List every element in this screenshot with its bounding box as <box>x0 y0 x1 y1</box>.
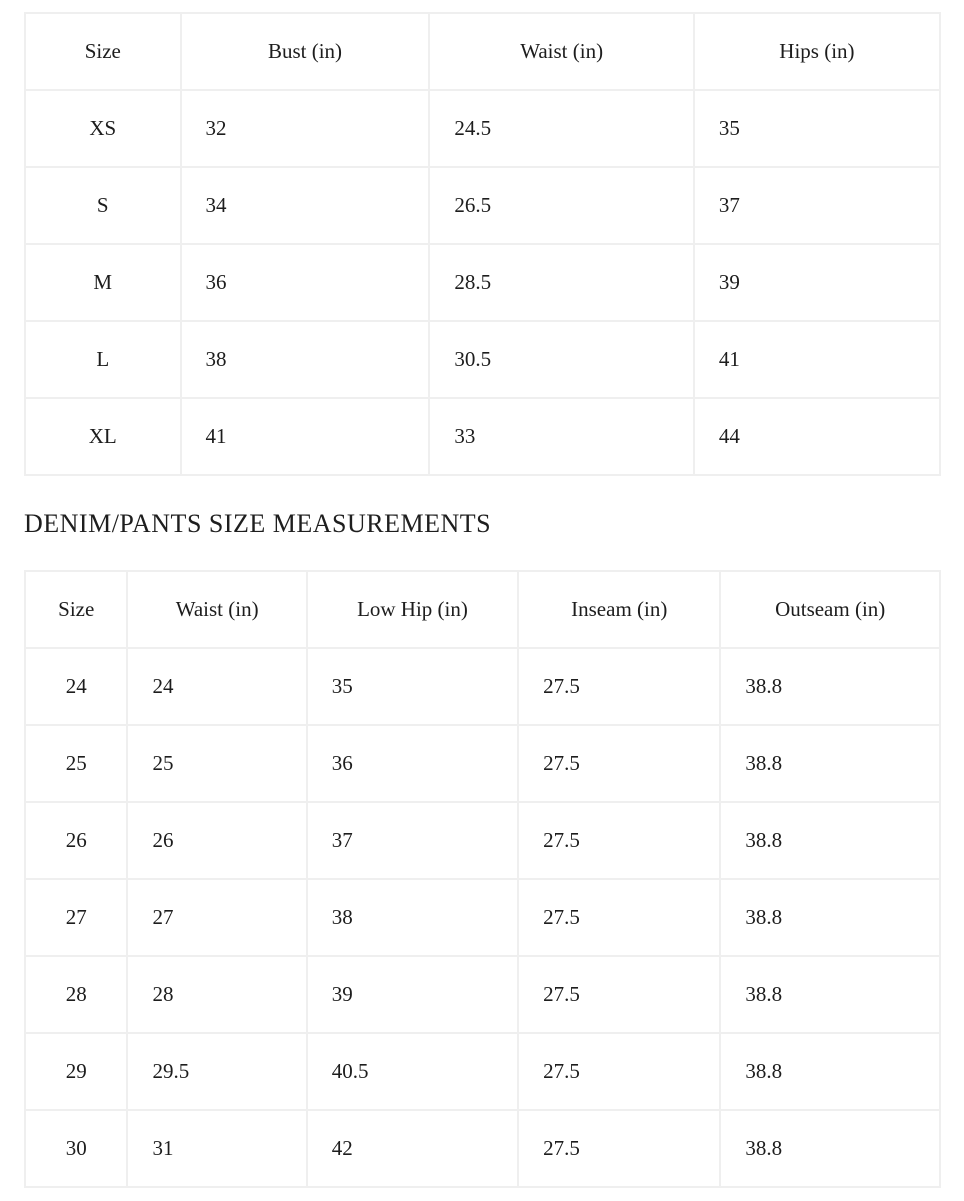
waist-cell: 31 <box>127 1110 306 1187</box>
outseam-cell: 38.8 <box>720 802 940 879</box>
waist-cell: 25 <box>127 725 306 802</box>
waist-cell: 28 <box>127 956 306 1033</box>
low-hip-cell: 38 <box>307 879 518 956</box>
outseam-cell: 38.8 <box>720 1110 940 1187</box>
denim-header-low-hip: Low Hip (in) <box>307 571 518 648</box>
hips-cell: 41 <box>694 321 940 398</box>
table-row <box>25 398 940 475</box>
size-cell: XS <box>25 90 181 167</box>
denim-header-outseam: Outseam (in) <box>720 571 940 648</box>
bust-cell: 32 <box>181 90 430 167</box>
low-hip-cell: 39 <box>307 956 518 1033</box>
size-cell: 30 <box>25 1110 127 1187</box>
outseam-cell: 38.8 <box>720 956 940 1033</box>
waist-cell: 28.5 <box>429 244 693 321</box>
denim-header-waist: Waist (in) <box>127 571 306 648</box>
tops-header-waist: Waist (in) <box>429 13 693 90</box>
outseam-cell: 38.8 <box>720 725 940 802</box>
low-hip-cell: 40.5 <box>307 1033 518 1110</box>
tops-header-row <box>25 13 940 90</box>
denim-header-inseam: Inseam (in) <box>518 571 720 648</box>
hips-cell: 37 <box>694 167 940 244</box>
bust-cell: 34 <box>181 167 430 244</box>
size-cell: M <box>25 244 181 321</box>
inseam-cell: 27.5 <box>518 1110 720 1187</box>
bust-cell: 41 <box>181 398 430 475</box>
low-hip-cell: 37 <box>307 802 518 879</box>
table-row <box>25 956 940 1033</box>
table-row <box>25 648 940 725</box>
size-cell: 25 <box>25 725 127 802</box>
tops-header-size: Size <box>25 13 181 90</box>
table-row <box>25 167 940 244</box>
bust-cell: 38 <box>181 321 430 398</box>
outseam-cell: 38.8 <box>720 879 940 956</box>
tops-header-bust: Bust (in) <box>181 13 430 90</box>
table-row <box>25 321 940 398</box>
inseam-cell: 27.5 <box>518 802 720 879</box>
waist-cell: 33 <box>429 398 693 475</box>
size-cell: 27 <box>25 879 127 956</box>
size-cell: 26 <box>25 802 127 879</box>
size-cell: 24 <box>25 648 127 725</box>
low-hip-cell: 35 <box>307 648 518 725</box>
waist-cell: 26 <box>127 802 306 879</box>
denim-header-row <box>25 571 940 648</box>
inseam-cell: 27.5 <box>518 648 720 725</box>
table-row <box>25 725 940 802</box>
waist-cell: 26.5 <box>429 167 693 244</box>
waist-cell: 29.5 <box>127 1033 306 1110</box>
size-cell: 29 <box>25 1033 127 1110</box>
inseam-cell: 27.5 <box>518 725 720 802</box>
tops-size-table <box>24 12 941 476</box>
size-cell: S <box>25 167 181 244</box>
denim-size-table <box>24 570 941 1188</box>
waist-cell: 30.5 <box>429 321 693 398</box>
size-cell: L <box>25 321 181 398</box>
outseam-cell: 38.8 <box>720 648 940 725</box>
tops-header-hips: Hips (in) <box>694 13 940 90</box>
table-row <box>25 90 940 167</box>
inseam-cell: 27.5 <box>518 1033 720 1110</box>
size-cell: XL <box>25 398 181 475</box>
low-hip-cell: 42 <box>307 1110 518 1187</box>
table-row <box>25 244 940 321</box>
denim-header-size: Size <box>25 571 127 648</box>
waist-cell: 27 <box>127 879 306 956</box>
inseam-cell: 27.5 <box>518 879 720 956</box>
hips-cell: 39 <box>694 244 940 321</box>
outseam-cell: 38.8 <box>720 1033 940 1110</box>
hips-cell: 35 <box>694 90 940 167</box>
table-row <box>25 1033 940 1110</box>
low-hip-cell: 36 <box>307 725 518 802</box>
table-row <box>25 879 940 956</box>
inseam-cell: 27.5 <box>518 956 720 1033</box>
denim-section-heading: DENIM/PANTS SIZE MEASUREMENTS <box>24 509 492 538</box>
waist-cell: 24.5 <box>429 90 693 167</box>
table-row <box>25 1110 940 1187</box>
waist-cell: 24 <box>127 648 306 725</box>
table-row <box>25 802 940 879</box>
size-cell: 28 <box>25 956 127 1033</box>
hips-cell: 44 <box>694 398 940 475</box>
bust-cell: 36 <box>181 244 430 321</box>
